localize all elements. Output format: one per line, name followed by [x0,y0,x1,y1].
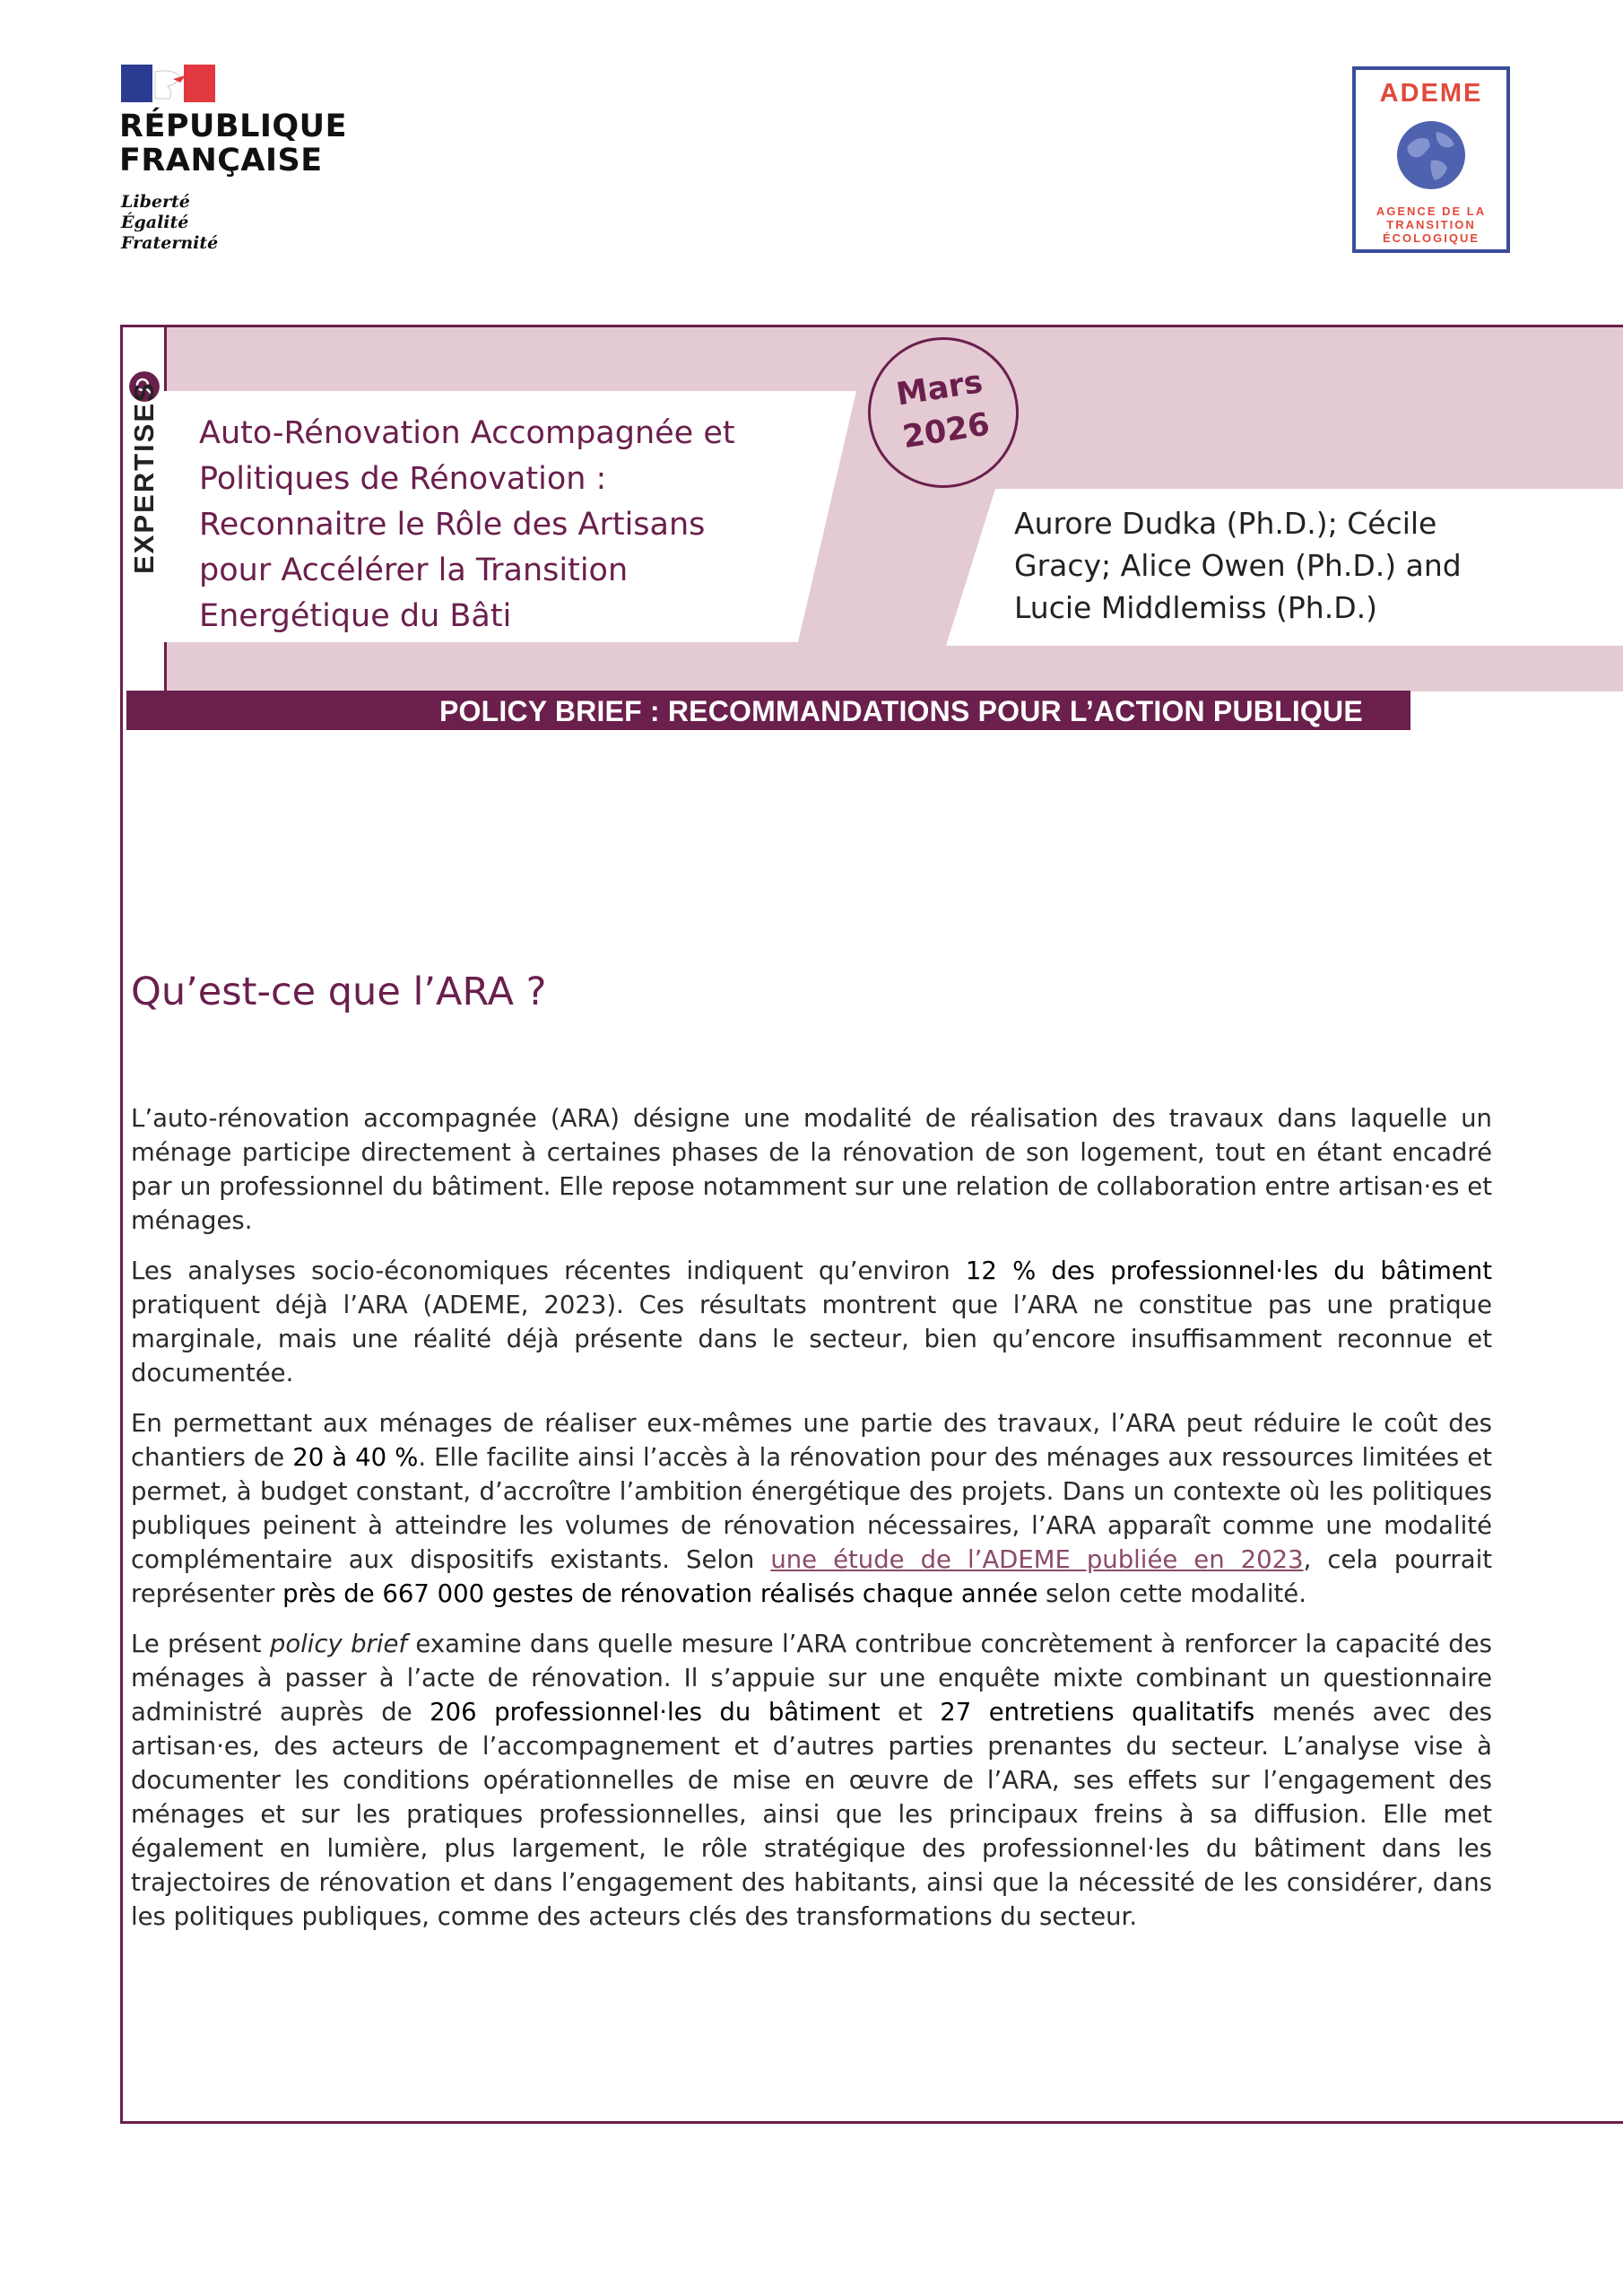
paragraph-3 [131,1406,1492,1611]
motto-egalite: Égalité [121,213,189,232]
highlight-gestes: près de 667 000 gestes de rénovation réalisés chaque année [282,1579,1038,1608]
republique-francaise-wordmark [119,109,347,178]
text-run: selon cette modalité. [1037,1579,1306,1608]
ademe-name: ADEME [1379,79,1483,108]
date-month: Mars [893,364,985,413]
paragraph-4 [131,1627,1492,1934]
ademe-logo [1352,66,1510,253]
marianne-flag-icon [121,65,215,102]
paragraph-2 [131,1254,1492,1390]
motto-liberte: Liberté [121,192,190,212]
ademe-subtitle [1356,204,1506,245]
globe-icon [1395,119,1467,191]
title-line: Energétique du Bâti [199,598,512,634]
ademe-sub-3: ÉCOLOGIQUE [1382,231,1480,245]
paragraph-1: L’auto-rénovation accompagnée (ARA) désigne une modalité de réalisation des travaux dans laquelle un ménage participe directement à certaines phases de la rénovation de son logement, tout en étant encadré par un professionnel du bâtiment. Elle repose notamment sur une relation de collaboration entre artisan·es et ménages. [131,1104,1492,1235]
banner-label: POLICY BRIEF : RECOMMANDATIONS POUR L’ACTION PUBLIQUE [439,695,1363,727]
highlight-cost-reduction: 20 à 40 % [292,1443,419,1472]
text-run: Les analyses socio-économiques récentes indiquent qu’environ [131,1257,966,1285]
highlight-206-pros: 206 professionnel·les du bâtiment [430,1698,881,1726]
rf-line2: FRANÇAISE [119,143,323,178]
authors [1014,502,1498,629]
authors-line: Aurore Dudka (Ph.D.); Cécile [1014,506,1437,541]
body-text [131,1101,1492,1950]
text-run: Le présent [131,1630,270,1658]
motto-fraternite: Fraternité [121,233,219,253]
text-run: . Elle facilite ainsi l’accès à la rénovation pour des ménages aux ressources limitées et permet, à budget constant, d’accroître l’ambition énergétique des projets. Dans un contexte où les politiques publiques peinent à atteindre les volumes de rénovation nécessaires, l’ARA apparaît comme une modalité complémentaire aux dispositifs existants. Selon [131,1443,1492,1574]
text-run: menés avec des artisan·es, des acteurs de l’accompagnement et d’autres parties prenantes du secteur. L’analyse vise à documenter les conditions opérationnelles de mise en œuvre de l’ARA, ses effets sur l’engagement des ménages et sur les pratiques professionnelles, ainsi que les principaux freins à sa diffusion. Elle met également en lumière, plus largement, le rôle stratégique des professionnel·les du bâtiment dans les trajectoires de rénovation et dans l’engagement des habitants, ainsi que la nécessité de les considérer, dans les politiques publiques, comme des acteurs clés des transformations du secteur. [131,1698,1493,1931]
title-line: Reconnaitre le Rôle des Artisans [199,507,706,543]
ademe-study-link[interactable]: une étude de l’ADEME publiée en 2023 [770,1545,1304,1574]
text-run: et [880,1698,941,1726]
date-year: 2026 [900,406,993,457]
ademe-sub-1: AGENCE DE LA [1376,204,1487,218]
ademe-sub-2: TRANSITION [1386,218,1476,231]
text-run: pratiquent déjà l’ARA (ADEME, 2023). Ces résultats montrent que l’ARA ne constitue pas une pratique marginale, mais une réalité déjà présente dans le secteur, bien qu’encore insuffisamment reconnue et documentée. [131,1291,1492,1387]
title-line: pour Accélérer la Transition [199,552,629,588]
highlight-27-interviews: 27 entretiens qualitatifs [940,1698,1255,1726]
authors-line: Gracy; Alice Owen (Ph.D.) and [1014,548,1462,583]
rf-motto [121,192,218,254]
series-label [128,502,161,574]
authors-line: Lucie Middlemiss (Ph.D.) [1014,590,1377,625]
text-run: , cela pourrait représenter [131,1545,1493,1608]
document-title [199,411,827,639]
policy-brief-term: policy brief [269,1630,408,1658]
title-line: Auto-Rénovation Accompagnée et [199,415,735,451]
section-title: Qu’est-ce que l’ARA ? [131,970,547,1014]
text-run: examine dans quelle mesure l’ARA contribue concrètement à renforcer la capacité des ménages à passer à l’acte de rénovation. Il s’appuie sur une enquête mixte combinant un questionnaire administré auprès de [131,1630,1493,1726]
title-line: Politiques de Rénovation : [199,461,607,497]
highlight-12-percent: 12 % des professionnel·les du bâtiment [965,1257,1492,1285]
rf-line1: RÉPUBLIQUE [119,109,348,144]
text-run: En permettant aux ménages de réaliser eux-mêmes une partie des travaux, l’ARA peut réduire le coût des chantiers de [131,1409,1492,1472]
